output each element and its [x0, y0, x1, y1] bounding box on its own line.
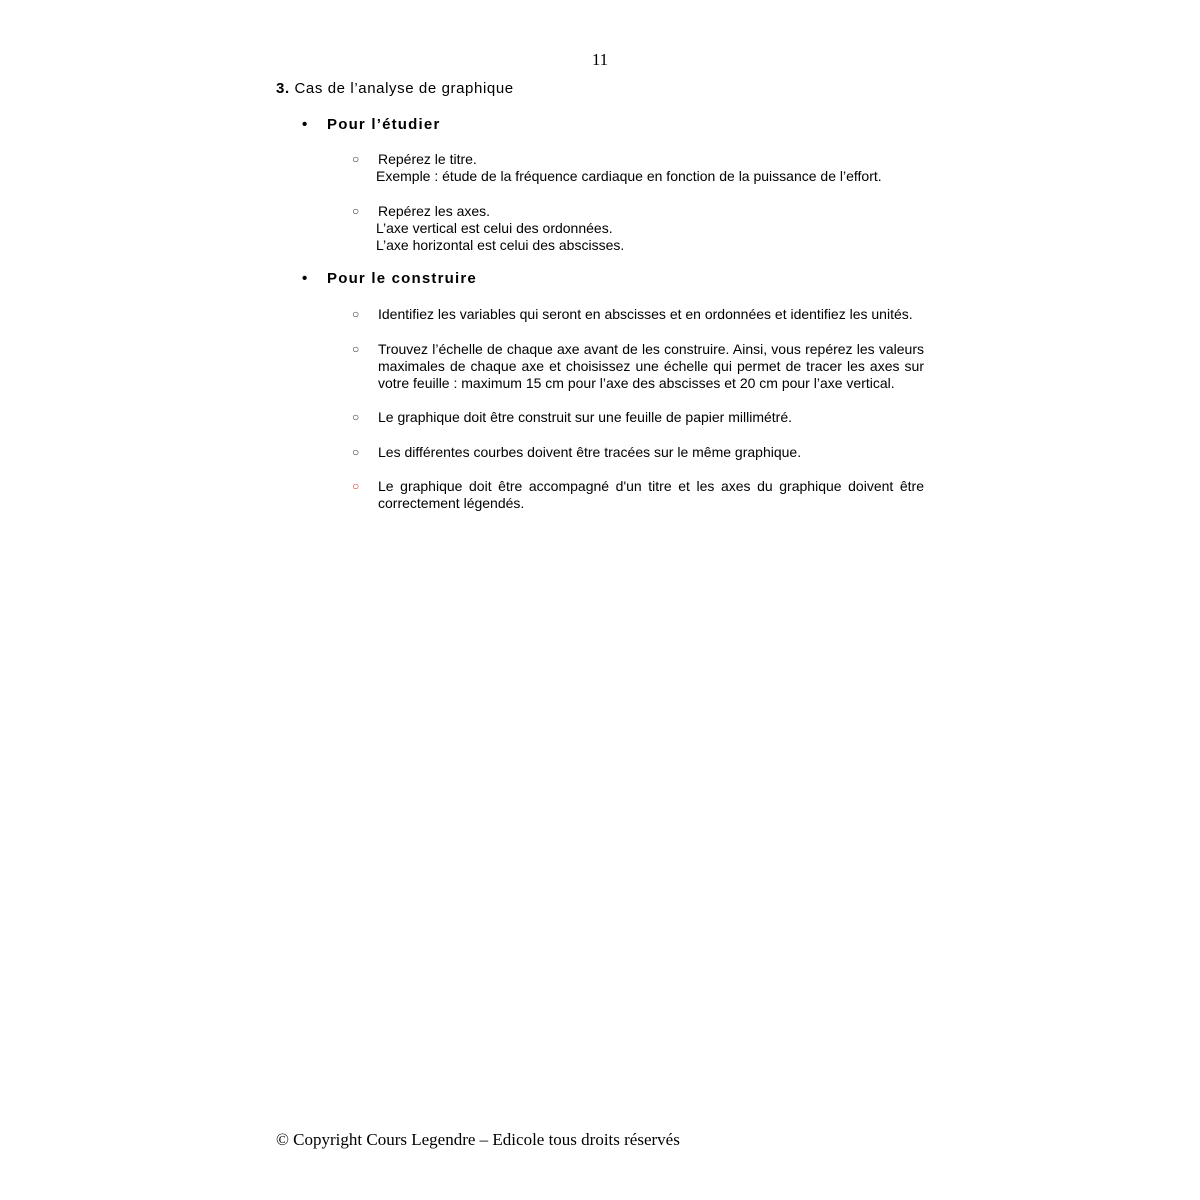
list-item	[352, 151, 924, 185]
study-heading	[302, 116, 440, 133]
section-heading	[276, 80, 514, 97]
bullet-icon: •	[302, 270, 309, 287]
list-item-text: Le graphique doit être construit sur une feuille de papier millimétré.	[378, 409, 793, 425]
list-item-text: Repérez le titre.	[378, 151, 477, 167]
list-item	[352, 444, 924, 461]
page-number: 11	[591, 50, 609, 69]
circle-bullet-icon: ○	[352, 410, 360, 424]
list-item-line: Exemple : étude de la fréquence cardiaque en fonction de la puissance de l’effort.	[376, 168, 882, 184]
list-item-line: L’axe vertical est celui des ordonnées.	[376, 220, 613, 236]
list-item	[352, 306, 924, 323]
list-item	[352, 203, 924, 254]
bullet-icon: •	[302, 116, 309, 133]
circle-bullet-icon: ○	[352, 152, 360, 166]
list-item	[352, 341, 924, 392]
build-heading	[302, 270, 477, 287]
circle-bullet-icon: ○	[352, 445, 360, 459]
list-item-text: Repérez les axes.	[378, 203, 491, 219]
copyright-footer: © Copyright Cours Legendre – Edicole tous droits réservés	[276, 1130, 680, 1149]
list-item-text: Le graphique doit être accompagné d'un titre et les axes du graphique doivent être correctement légendés.	[378, 478, 924, 511]
list-item	[352, 478, 924, 512]
section-title: Cas de l’analyse de graphique	[294, 80, 514, 97]
list-item-text: Trouvez l’échelle de chaque axe avant de les construire. Ainsi, vous repérez les valeurs maximales de chaque axe et choisissez une échelle qui permet de tracer les axes sur votre feuille : maximum 15 cm pour l’axe des abscisses et 20 cm pour l’axe vertical.	[378, 341, 924, 391]
list-item	[352, 409, 924, 426]
study-heading-label: Pour l’étudier	[327, 116, 441, 133]
section-number: 3.	[276, 80, 290, 97]
circle-bullet-icon: ○	[352, 204, 360, 218]
circle-bullet-icon: ○	[352, 307, 360, 321]
list-item-text: Identifiez les variables qui seront en abscisses et en ordonnées et identifiez les unités.	[378, 306, 913, 322]
circle-bullet-icon: ○	[352, 479, 360, 493]
list-item-text: Les différentes courbes doivent être tracées sur le même graphique.	[378, 444, 802, 460]
list-item-line: L’axe horizontal est celui des abscisses.	[376, 237, 625, 253]
build-heading-label: Pour le construire	[327, 270, 477, 287]
circle-bullet-icon: ○	[352, 342, 360, 356]
